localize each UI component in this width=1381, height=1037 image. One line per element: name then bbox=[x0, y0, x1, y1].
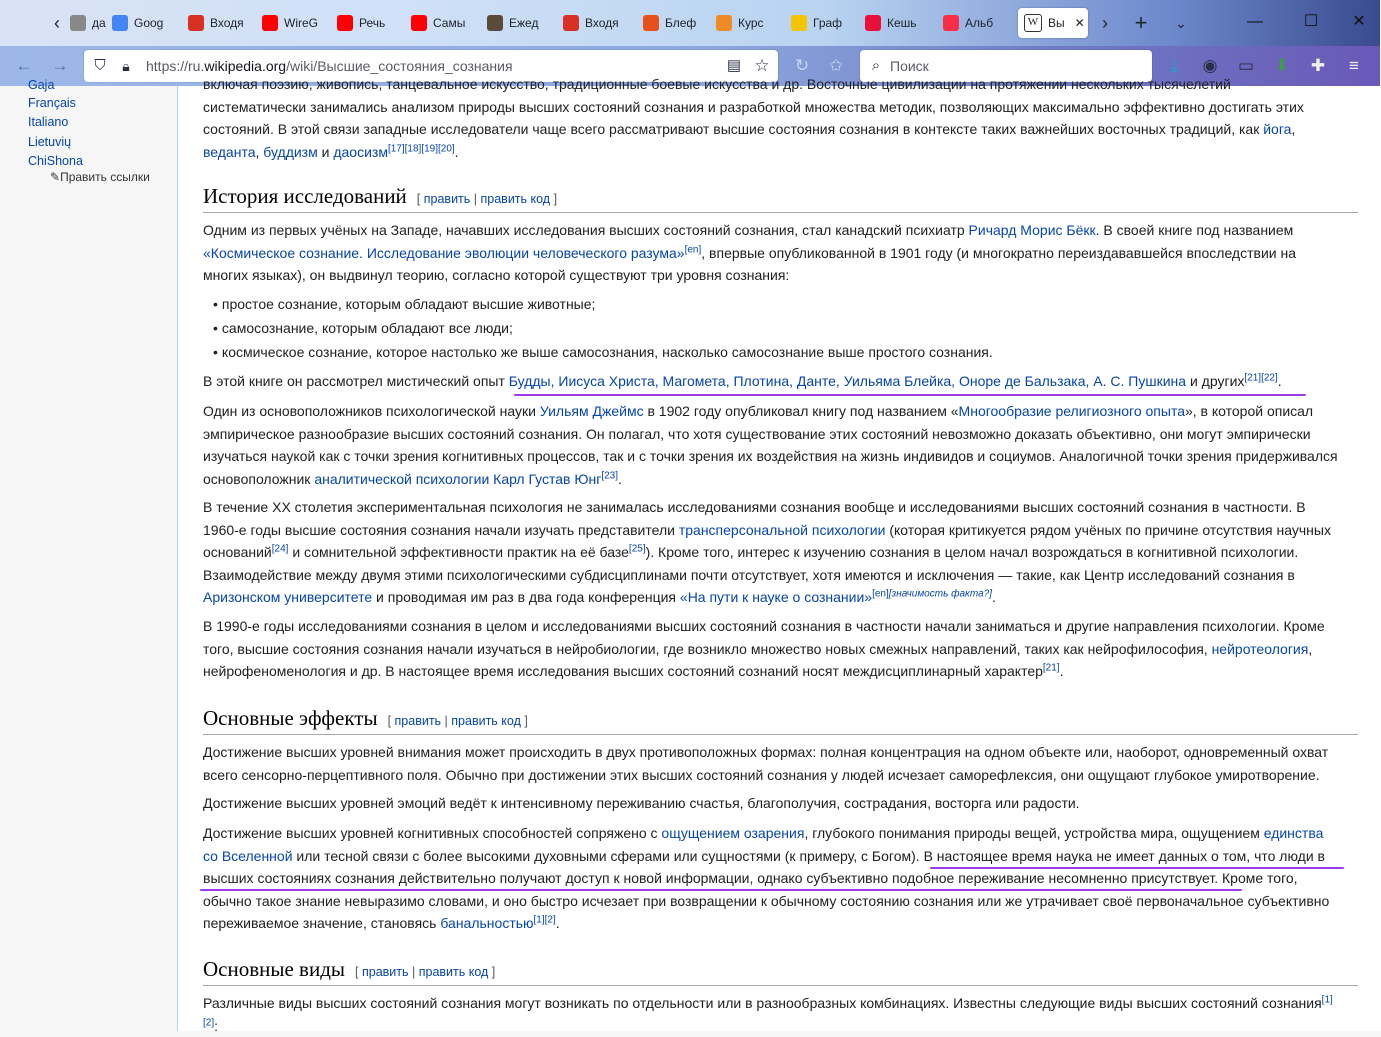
tab-favicon-icon bbox=[865, 15, 881, 31]
wiki-sidebar bbox=[0, 78, 176, 1031]
browser-tab[interactable] bbox=[943, 8, 1009, 38]
link-bucke[interactable]: Ричард Морис Бёкк bbox=[968, 222, 1096, 238]
extension-download-icon[interactable]: ⬇ bbox=[1274, 56, 1290, 75]
ref-en-1[interactable]: [en] bbox=[684, 243, 702, 255]
web-page bbox=[0, 76, 1380, 1034]
link-james[interactable]: Уильям Джеймс bbox=[539, 403, 644, 419]
browser-tab[interactable] bbox=[411, 8, 477, 38]
tab-favicon-icon bbox=[112, 15, 128, 31]
tab-title: Ежед bbox=[509, 16, 539, 30]
ref-24[interactable]: [24] bbox=[271, 543, 289, 555]
edit-code-section-effects[interactable]: править код bbox=[451, 714, 521, 728]
browser-tab[interactable] bbox=[643, 8, 709, 38]
link-insight[interactable]: ощущением озарения bbox=[661, 825, 805, 841]
edit-links-button[interactable]: ✎Править ссылки bbox=[50, 170, 150, 184]
tab-favicon-icon bbox=[70, 15, 86, 31]
tab-title: Вы bbox=[1048, 16, 1065, 30]
new-tab-button[interactable]: + bbox=[1134, 10, 1148, 35]
edit-code-section-types[interactable]: править код bbox=[418, 965, 489, 979]
close-tab-icon[interactable]: ✕ bbox=[1074, 16, 1085, 30]
tab-title: Входя bbox=[210, 16, 244, 30]
browser-tab[interactable] bbox=[112, 8, 178, 38]
list-item: • космическое сознание, которое настолько же выше самосознания, насколько самосознание выше простого сознания. bbox=[225, 340, 993, 364]
paragraph-cognitive: Достижение высших уровней когнитивных способностей сопряжено с ощущением озарения, глубокого понимания природы вещей, устройства мира, ощущением единства со Вселенной или тесной связи с более высокими духовными сферами или сущностями (к примеру, с Богом). В настоящее время наука не имеет данных о том, что люди в высших состояниях сознания действительно получают доступ к новой информации, однако субъективно подобное переживание несомненно присутствует. Кроме того, обычно такое знание невыразимо словами, и оно быстро исчезает при возвращении к обычному состоянию сознания или же утрачивает своё первоначальное субъективно переживаемое значение, становясь банальностью[1][2]. bbox=[203, 825, 1330, 931]
tab-favicon-icon bbox=[188, 15, 204, 31]
tab-title: Блеф bbox=[665, 16, 697, 30]
link-unity-2[interactable]: со Вселенной bbox=[203, 847, 293, 864]
article-content bbox=[177, 76, 1381, 1034]
browser-tab[interactable] bbox=[188, 8, 254, 38]
link-banality[interactable]: банальностью bbox=[440, 915, 534, 931]
profile-avatar-icon[interactable]: ◉ bbox=[1202, 56, 1218, 75]
paragraph-xx-century: В течение XX столетия экспериментальная психология не занималась исследованиями сознания вообще и исследованиями высших состояний сознания в частности. В 1960-е годы высшие состояния сознания начали изучать представители трансперсональной психологии (которая критикуется рядом учёных по причине отсутствия научных оснований[24] и сомнительной эффективности практик на её базе[25]). Кроме того, интерес к изучению сознания в целом начал возрождаться в когнитивной психологии. Взаимодействие между двумя этими психологическими субдисциплинами почти отсутствует, хотя имеются и исключения — такие, как Центр исследований сознания в Аризонском университете и проводимая им раз в два года конференция «На пути к науке о сознании»[en][значимость факта?]. bbox=[203, 499, 1331, 605]
heading-types: Основные виды [ править | править код ] bbox=[203, 957, 1358, 986]
link-mystics-list[interactable]: Будды, Иисуса Христа, Магомета, Плотина, Данте, Уильяма Блейка, Оноре де Бальзака, А. С. Пушкина bbox=[508, 373, 1187, 389]
tab-favicon-icon bbox=[943, 15, 959, 31]
tab-title: Самы bbox=[433, 16, 466, 30]
tab-title: Goog bbox=[134, 16, 164, 30]
link-jung[interactable]: аналитической психологии Карл Густав Юнг bbox=[314, 470, 602, 487]
tab-favicon-icon bbox=[716, 15, 732, 31]
link-yoga[interactable]: йога bbox=[1263, 121, 1292, 137]
link-unity-1[interactable]: единства bbox=[1263, 825, 1324, 841]
tabs-scroll-right-icon[interactable]: › bbox=[1102, 13, 1108, 33]
back-arrow-icon[interactable]: ← bbox=[15, 56, 33, 75]
levels-list bbox=[203, 292, 993, 364]
pencil-icon: ✎ bbox=[50, 170, 61, 184]
ref-21b[interactable]: [21] bbox=[1042, 662, 1060, 674]
link-varieties[interactable]: Многообразие религиозного опыта bbox=[958, 403, 1185, 419]
refs-21-22[interactable]: [21][22] bbox=[1244, 372, 1278, 384]
menu-hamburger-icon[interactable]: ≡ bbox=[1349, 56, 1359, 75]
edit-code-section-history[interactable]: править код bbox=[480, 192, 551, 206]
refs-17-20[interactable]: [17][18][19][20] bbox=[387, 142, 455, 154]
bookmark-star-icon[interactable]: ☆ bbox=[754, 56, 770, 75]
list-item: • простое сознание, которым обладают высшие животные; bbox=[225, 292, 993, 316]
lang-link-italian[interactable]: Italiano bbox=[28, 115, 69, 129]
heading-effects: Основные эффекты [ править | править код ] bbox=[203, 706, 1358, 735]
tab-title: Входя bbox=[585, 16, 619, 30]
url-text[interactable]: https://ru.wikipedia.org/wiki/Высшие_состояния_сознания bbox=[146, 58, 513, 74]
reader-view-icon[interactable]: ▤ bbox=[726, 57, 742, 74]
shield-icon[interactable]: ⛉ bbox=[94, 57, 106, 74]
reload-icon[interactable]: ↻ bbox=[794, 56, 810, 75]
link-vedanta[interactable]: веданта bbox=[203, 143, 256, 160]
ref-23[interactable]: [23] bbox=[601, 469, 619, 481]
containers-icon[interactable]: ▭ bbox=[1237, 56, 1255, 75]
link-arizona[interactable]: Аризонском университете bbox=[203, 589, 373, 605]
tab-title: Альб bbox=[965, 16, 994, 30]
paragraph-bucke: Одним из первых учёных на Западе, начавших исследования высших состояний сознания, стал канадский психиатр Ричард Морис Бёкк. В своей книге под названием «Космическое сознание. Исследование эволюции человеческого разума»[en], впервые опубликованной в 1901 году (и многократно переиздававшейся впоследствии на многих языках), он выдвинул теорию, согласно которой существуют три уровня сознания: bbox=[203, 222, 1296, 283]
tab-title: Речь bbox=[359, 16, 386, 30]
browser-tab[interactable] bbox=[865, 8, 931, 38]
tab-title: да bbox=[92, 16, 106, 30]
paragraph-emotions: Достижение высших уровней эмоций ведёт к интенсивному переживанию счастья, благополучия, сострадания, восторга или радости. bbox=[203, 795, 1080, 811]
link-daoism[interactable]: даосизм bbox=[333, 143, 388, 160]
browser-tab[interactable] bbox=[262, 8, 328, 38]
ref-notability[interactable]: [значимость факта?] bbox=[888, 588, 992, 600]
search-input[interactable]: Поиск bbox=[890, 58, 929, 74]
link-neurotheology[interactable]: нейротеология bbox=[1211, 640, 1309, 657]
tab-favicon-icon: W bbox=[1024, 14, 1042, 32]
close-window-button[interactable]: ✕ bbox=[1352, 13, 1366, 30]
edit-section-types[interactable]: править bbox=[361, 965, 409, 979]
lang-link-french[interactable]: Français bbox=[28, 96, 76, 110]
lock-icon[interactable]: 🔒︎ bbox=[122, 58, 130, 74]
tab-list-chevron-icon[interactable]: ⌄ bbox=[1175, 15, 1187, 31]
tab-favicon-icon bbox=[563, 15, 579, 31]
minimize-button[interactable]: — bbox=[1247, 13, 1263, 30]
tab-favicon-icon bbox=[643, 15, 659, 31]
list-item: • самосознание, которым обладают все люди; bbox=[225, 316, 993, 340]
search-icon: ⌕ bbox=[871, 57, 881, 74]
paragraph-intro-tail: включая поэзию, живопись, танцевальное искусство, традиционные боевые искусства и др. Восточные цивилизации на протяжении нескольких тысячелетий систематически занимались анализом природы высших состояний сознания и разработкой множества методик, позволяющих максимально эффективно достигать этих состояний. В этой связи западные исследователи чаще всего рассматривают высшие состояния сознания в контексте таких важнейших восточных традиций, как йога, веданта, буддизм и даосизм[17][18][19][20]. bbox=[203, 76, 1304, 160]
link-cosmic-consciousness[interactable]: «Космическое сознание. Исследование эволюции человеческого разума» bbox=[203, 244, 685, 261]
annotation-underline-3 bbox=[200, 889, 1242, 891]
ref-1[interactable]: [1] bbox=[1321, 994, 1333, 1006]
paragraph-mystics: В этой книге он рассмотрел мистический опыт Будды, Иисуса Христа, Магомета, Плотина, Данте, Уильяма Блейка, Оноре де Бальзака, А. С. Пушкина и других[21][22]. bbox=[203, 372, 1282, 389]
annotation-underline-1 bbox=[514, 394, 1306, 396]
tab-title: Курс bbox=[738, 16, 764, 30]
lang-link-lithuanian[interactable]: Lietuvių bbox=[28, 135, 72, 149]
browser-tab[interactable] bbox=[487, 8, 553, 38]
lang-link-chishona[interactable]: ChiShona bbox=[28, 154, 83, 168]
paragraph-types: Различные виды высших состояний сознания могут возникать по отдельности или в разнообразных комбинациях. Известны следующие виды высших состояний сознания[1] [2]: bbox=[203, 994, 1333, 1034]
browser-tab[interactable] bbox=[563, 8, 629, 38]
browser-tab[interactable] bbox=[1018, 8, 1088, 38]
paragraph-james: Один из основоположников психологической науки Уильям Джеймс в 1902 году опубликовал книгу под названием «Многообразие религиозного опыта», в которой описал эмпирическое разнообразие высших состояний сознания. Он полагал, что хотя существование этих состояний невозможно доказать объективно, они могут эмпирически изучаться наукой как с точки зрения когнитивных процессов, так и с точки зрения их воздействия на жизнь индивидов и социумов. Аналогичной точки зрения придерживался основоположник аналитической психологии Карл Густав Юнг[23]. bbox=[203, 403, 1338, 487]
edit-section-history[interactable]: править bbox=[423, 192, 471, 206]
paragraph-attention: Достижение высших уровней внимания может происходить в двух противоположных формах: полная концентрация на одном объекте или, наоборот, одновременный охват всего сенсорно-перцептивного поля. Обычно при достижении этих высших состояний сознания у людей исчезает саморефлексия, они ощущают глубокое умиротворение. bbox=[203, 744, 1329, 783]
tabs-scroll-left-icon[interactable]: ‹ bbox=[54, 13, 60, 33]
browser-tab[interactable] bbox=[791, 8, 857, 38]
tab-favicon-icon bbox=[262, 15, 278, 31]
edit-section-effects[interactable]: править bbox=[394, 714, 442, 728]
tab-title: WireG bbox=[284, 16, 318, 30]
tab-favicon-icon bbox=[411, 15, 427, 31]
tab-bar bbox=[0, 0, 1380, 46]
link-conference[interactable]: «На пути к науке о сознании» bbox=[679, 589, 873, 605]
browser-tab[interactable] bbox=[337, 8, 403, 38]
heading-history: История исследований [ править | править код ] bbox=[203, 184, 1358, 213]
link-buddhism[interactable]: буддизм bbox=[263, 143, 318, 160]
lang-link-partial[interactable]: Gaja bbox=[28, 78, 55, 92]
link-transpersonal[interactable]: трансперсональной психологии bbox=[678, 521, 886, 538]
tab-favicon-icon bbox=[337, 15, 353, 31]
browser-tab[interactable] bbox=[716, 8, 782, 38]
forward-arrow-icon[interactable]: → bbox=[51, 56, 69, 75]
bookmarks-menu-icon[interactable]: ✩ bbox=[828, 56, 844, 75]
extensions-puzzle-icon[interactable]: ✚ bbox=[1310, 56, 1326, 75]
tab-title: Граф bbox=[813, 16, 843, 30]
annotation-underline-2 bbox=[930, 867, 1344, 869]
tab-title: Кешь bbox=[887, 16, 917, 30]
ref-2[interactable]: [2] bbox=[203, 1016, 215, 1028]
refs-1-2[interactable]: [1][2] bbox=[533, 914, 556, 926]
tab-favicon-icon bbox=[791, 15, 807, 31]
ref-25[interactable]: [25] bbox=[628, 543, 646, 555]
maximize-button[interactable]: ☐ bbox=[1303, 13, 1319, 30]
ref-en-2[interactable]: [en] bbox=[872, 588, 889, 600]
downloads-icon[interactable]: ⤓ bbox=[1170, 56, 1178, 75]
tab-favicon-icon bbox=[487, 15, 503, 31]
paragraph-1990s: В 1990-е годы исследованиями сознания в целом и исследованиями высших состояний сознания в частности начали заниматься и другие направления психологии. Кроме того, высшие состояния сознания начали изучаться в нейробиологии, где возникло множество новых смежных направлений, таких как нейрофилософия, нейротеология, нейрофеноменология и др. В настоящее время исследования высших состояний сознаний носят междисциплинарный характер[21]. bbox=[203, 618, 1325, 679]
